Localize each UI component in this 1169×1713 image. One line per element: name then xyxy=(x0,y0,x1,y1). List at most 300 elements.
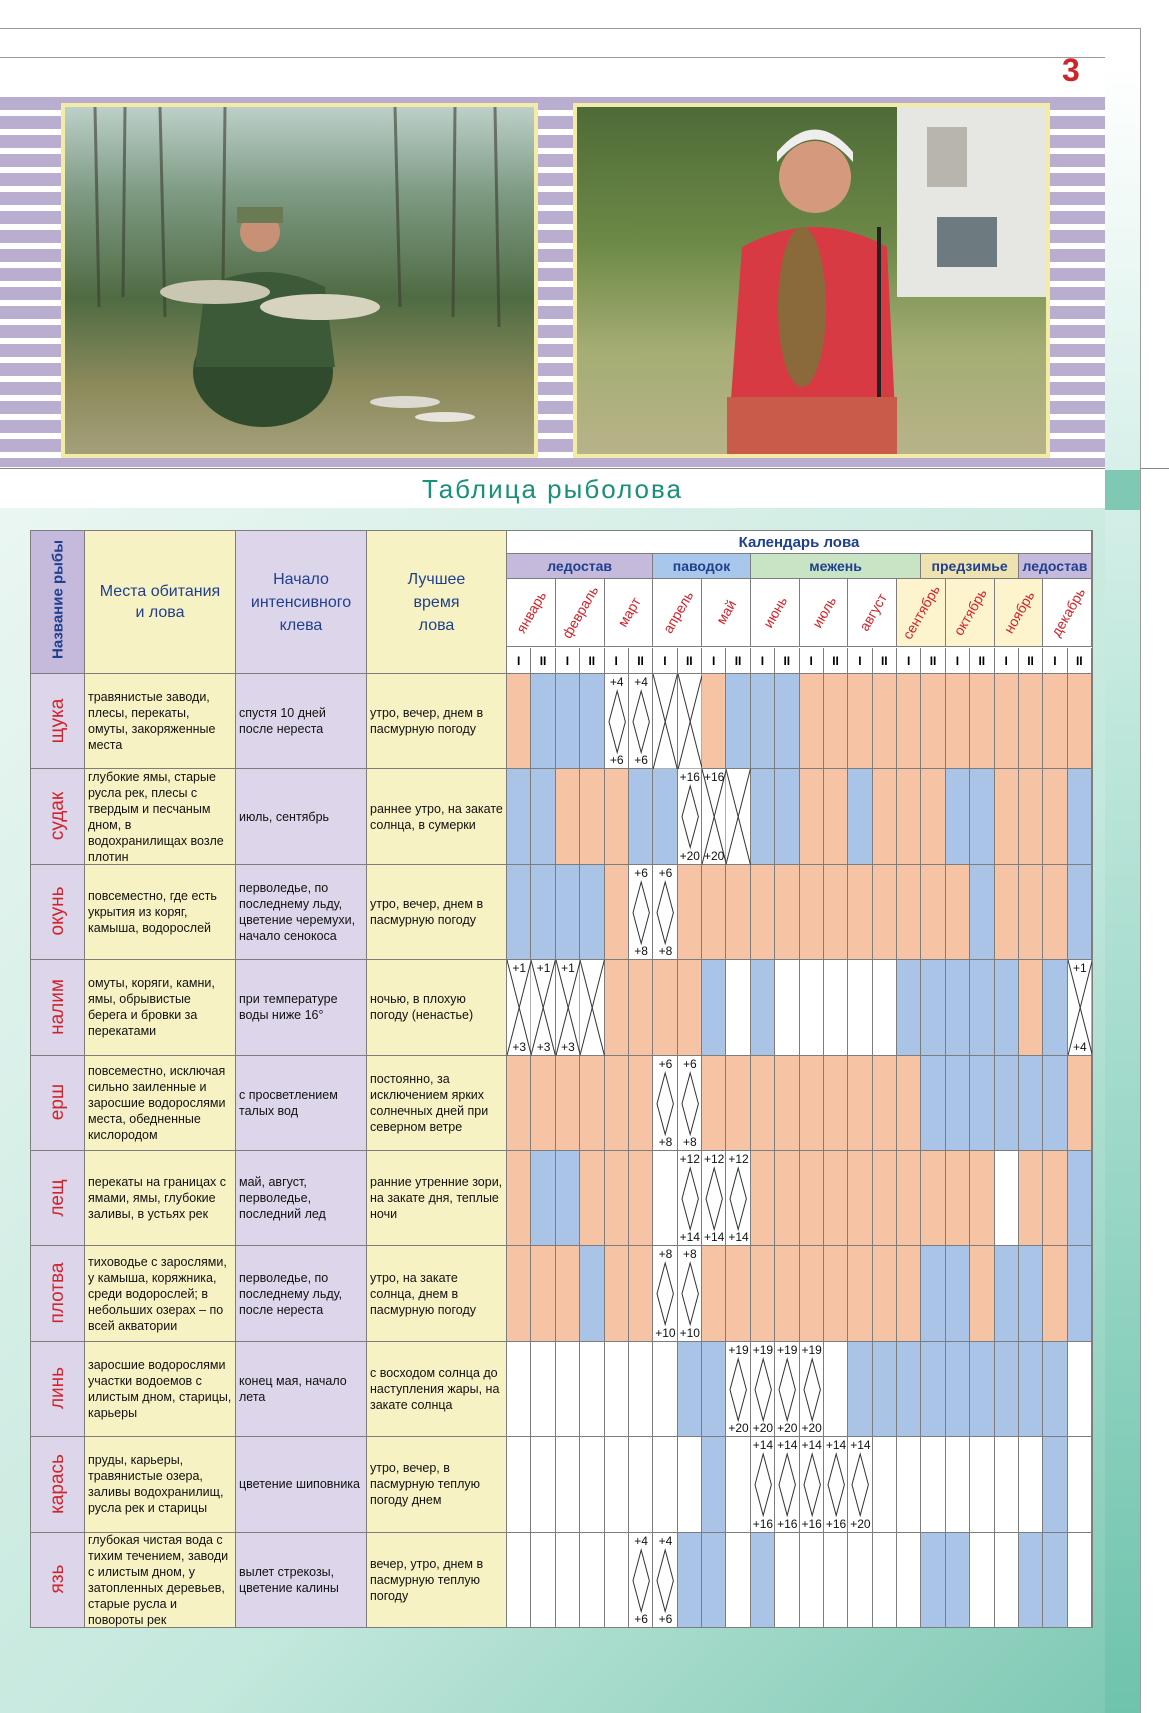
fish-name-cell xyxy=(31,1151,85,1246)
calendar-cell xyxy=(970,1151,994,1246)
calendar-cell xyxy=(921,1056,945,1151)
calendar-cell xyxy=(702,865,726,960)
mark-bottom-label: +20 xyxy=(679,848,700,863)
month-3 xyxy=(653,579,702,647)
calendar-cell xyxy=(580,769,604,864)
calendar-cell xyxy=(702,1533,726,1628)
fish-name-cell xyxy=(31,960,85,1055)
calendar-cell xyxy=(848,769,872,864)
calendar-cell xyxy=(946,769,970,864)
calendar-cell xyxy=(726,1246,750,1341)
header-fish-name xyxy=(31,531,85,674)
mark-bottom-label: +8 xyxy=(634,944,648,959)
mark-top-label: +6 xyxy=(634,865,648,880)
calendar-cell xyxy=(800,960,824,1055)
calendar-cell xyxy=(1019,1533,1043,1628)
habitat-cell: глубокая чистая вода с тихим течением, заводи с илистым дном, у затопленных деревьев, старые русла и повороты рек xyxy=(85,1533,236,1628)
calendar-cell xyxy=(921,674,945,769)
calendar-cell xyxy=(726,865,750,960)
half-10: I xyxy=(751,648,775,674)
mark-top-label: +16 xyxy=(704,770,725,785)
month-label-11: декабрь xyxy=(1047,584,1088,640)
calendar-cell xyxy=(873,674,897,769)
month-label-8: сентябрь xyxy=(899,582,944,642)
fish-name: карась xyxy=(47,1453,68,1514)
calendar-cell xyxy=(580,1437,604,1532)
calendar-cell xyxy=(897,1246,921,1341)
calendar-cell xyxy=(605,1437,629,1532)
calendar-cell xyxy=(531,1246,555,1341)
bite-start-cell: вылет стрекозы, цветение калины xyxy=(236,1533,367,1628)
calendar-cell xyxy=(629,1437,653,1532)
cross-mark xyxy=(653,674,677,769)
calendar-cell xyxy=(556,769,580,864)
calendar-cell xyxy=(629,1056,653,1151)
header-calendar: Календарь лова xyxy=(507,531,1092,554)
calendar-cell xyxy=(1043,960,1067,1055)
calendar-cell xyxy=(653,1342,677,1437)
calendar-cell xyxy=(605,1056,629,1151)
calendar-cell xyxy=(970,674,994,769)
fish-name-cell xyxy=(31,769,85,864)
calendar-cell xyxy=(1019,1437,1043,1532)
habitat-cell: глубокие ямы, старые русла рек, плесы с твердым и песчаным дном, в водохранилищах возле плотин xyxy=(85,769,236,864)
calendar-cell xyxy=(946,1151,970,1246)
calendar-cell xyxy=(873,1342,897,1437)
mark-bottom-label: +8 xyxy=(682,1135,697,1149)
calendar-cell xyxy=(824,960,848,1055)
calendar-cell xyxy=(800,1056,824,1151)
mark-top-label: +4 xyxy=(634,675,648,689)
calendar-cell xyxy=(873,1056,897,1151)
calendar-cell xyxy=(531,674,555,769)
calendar-cell xyxy=(775,865,799,960)
calendar-cell xyxy=(800,865,824,960)
calendar-cell xyxy=(556,1533,580,1628)
calendar-cell xyxy=(897,865,921,960)
calendar-cell xyxy=(800,769,824,864)
photo-fisherman-with-zander xyxy=(61,103,538,458)
calendar-cell xyxy=(702,1437,726,1532)
calendar-cell xyxy=(580,1533,604,1628)
calendar-cell xyxy=(629,1342,653,1437)
calendar-cell xyxy=(970,865,994,960)
calendar-cell xyxy=(1068,1437,1092,1532)
mark-bottom-label: +10 xyxy=(679,1325,700,1340)
half-17: II xyxy=(921,648,945,674)
calendar-cell xyxy=(556,1151,580,1246)
calendar-cell xyxy=(824,1056,848,1151)
mark-bottom-label: +16 xyxy=(801,1516,822,1531)
calendar-cell xyxy=(678,1342,702,1437)
calendar-cell xyxy=(507,1246,531,1341)
calendar-cell xyxy=(702,674,726,769)
bite-start-cell: конец мая, начало лета xyxy=(236,1342,367,1437)
calendar-cell xyxy=(848,1342,872,1437)
half-20: I xyxy=(995,648,1019,674)
calendar-cell xyxy=(531,1056,555,1151)
calendar-cell xyxy=(1068,1151,1092,1246)
mark-bottom-label: +6 xyxy=(634,1612,648,1626)
calendar-cell xyxy=(1068,674,1092,769)
bite-start-cell: июль, сентябрь xyxy=(236,769,367,864)
mark-bottom-label: +14 xyxy=(704,1230,725,1245)
season-2: межень xyxy=(751,554,922,579)
calendar-cell xyxy=(556,865,580,960)
calendar-cell xyxy=(848,674,872,769)
page-number: 3 xyxy=(1062,52,1080,88)
header-bite-start: Начало интенсивного клева xyxy=(236,531,367,674)
calendar-cell xyxy=(897,1437,921,1532)
calendar-cell xyxy=(897,769,921,864)
month-0 xyxy=(507,579,556,647)
calendar-cell xyxy=(507,674,531,769)
bite-start-cell: с просветлением талых вод xyxy=(236,1056,367,1151)
calendar-cell xyxy=(995,1533,1019,1628)
month-label-3: апрель xyxy=(659,588,697,636)
calendar-cell xyxy=(1043,1342,1067,1437)
calendar-cell xyxy=(605,1342,629,1437)
calendar-cell xyxy=(726,1437,750,1532)
season-0: ледостав xyxy=(507,554,653,579)
header-fish-name-label: Название рыбы xyxy=(49,539,67,659)
mark-bottom-label: +8 xyxy=(658,1135,673,1149)
calendar-cell xyxy=(1068,1056,1092,1151)
calendar-cell xyxy=(653,769,677,864)
calendar-cell xyxy=(800,1246,824,1341)
mark-bottom-label: +20 xyxy=(850,1516,871,1531)
calendar-cell xyxy=(1019,1246,1043,1341)
mark-bottom-label: +20 xyxy=(704,848,725,863)
calendar-cell xyxy=(848,1056,872,1151)
cross-mark xyxy=(580,960,604,1055)
month-label-10: ноябрь xyxy=(1000,588,1038,637)
fish-name-cell xyxy=(31,865,85,960)
calendar-cell xyxy=(605,960,629,1055)
mark-top-label: +6 xyxy=(682,1056,697,1071)
habitat-cell: травянистые заводи, плесы, перекаты, омуты, закоряженные места xyxy=(85,674,236,769)
calendar-cell xyxy=(1043,1246,1067,1341)
calendar-cell xyxy=(873,960,897,1055)
mark-top-label: +19 xyxy=(728,1342,749,1357)
fish-name: ерш xyxy=(47,1084,68,1121)
calendar-cell xyxy=(921,1342,945,1437)
calendar-cell xyxy=(800,1533,824,1628)
calendar-cell xyxy=(946,960,970,1055)
month-label-7: август xyxy=(855,590,890,634)
cross-mark xyxy=(678,674,702,769)
month-2 xyxy=(605,579,654,647)
calendar-cell xyxy=(726,1533,750,1628)
photo-woman-with-carp xyxy=(573,103,1050,458)
calendar-cell xyxy=(1043,1437,1067,1532)
calendar-cell xyxy=(1068,1533,1092,1628)
calendar-cell xyxy=(580,1342,604,1437)
habitat-cell: пруды, карьеры, травянистые озера, заливы водохранилищ, русла рек и старицы xyxy=(85,1437,236,1532)
month-5 xyxy=(751,579,800,647)
calendar-cell xyxy=(580,865,604,960)
fish-name-cell xyxy=(31,1437,85,1532)
half-22: I xyxy=(1043,648,1067,674)
calendar-cell xyxy=(507,865,531,960)
calendar-cell xyxy=(1043,674,1067,769)
header-habitat: Места обитания и лова xyxy=(85,531,236,674)
calendar-cell xyxy=(873,865,897,960)
calendar-cell xyxy=(848,960,872,1055)
mark-top-label: +1 xyxy=(1072,961,1087,976)
calendar-cell xyxy=(751,865,775,960)
bite-start-cell: перволедье, по последнему льду, после нереста xyxy=(236,1246,367,1341)
best-time-cell: раннее утро, на закате солнца, в сумерки xyxy=(367,769,507,864)
month-8 xyxy=(897,579,946,647)
calendar-cell xyxy=(824,674,848,769)
calendar-cell xyxy=(678,865,702,960)
month-10 xyxy=(995,579,1044,647)
calendar-cell xyxy=(556,1342,580,1437)
best-time-cell: с восходом солнца до наступления жары, на закате солнца xyxy=(367,1342,507,1437)
calendar-cell xyxy=(1043,1056,1067,1151)
calendar-cell xyxy=(702,960,726,1055)
calendar-cell xyxy=(970,769,994,864)
calendar-cell xyxy=(970,1056,994,1151)
mark-top-label: +6 xyxy=(658,1056,673,1071)
calendar-cell xyxy=(824,865,848,960)
calendar-cell xyxy=(678,1533,702,1628)
mark-top-label: +4 xyxy=(609,675,624,689)
season-4: ледостав xyxy=(1019,554,1092,579)
calendar-cell xyxy=(775,960,799,1055)
calendar-cell xyxy=(995,674,1019,769)
habitat-cell: повсеместно, исключая сильно заиленные и заросшие водорослями места, обедненные кислородом xyxy=(85,1056,236,1151)
month-label-2: март xyxy=(614,594,644,630)
calendar-cell xyxy=(897,1056,921,1151)
calendar-cell xyxy=(1068,865,1092,960)
half-19: II xyxy=(970,648,994,674)
calendar-cell xyxy=(970,1533,994,1628)
calendar-cell xyxy=(848,1151,872,1246)
mark-top-label: +19 xyxy=(752,1342,774,1357)
half-13: II xyxy=(824,648,848,674)
habitat-cell: тиховодье с зарослями, у камыша, коряжника, среди водорослей; в небольших озерах – по всей акватории xyxy=(85,1246,236,1341)
calendar-cell xyxy=(556,674,580,769)
calendar-cell xyxy=(1043,1533,1067,1628)
calendar-cell xyxy=(946,1246,970,1341)
calendar-cell xyxy=(824,769,848,864)
calendar-cell xyxy=(629,769,653,864)
calendar-cell xyxy=(1019,1056,1043,1151)
half-14: I xyxy=(848,648,872,674)
month-1 xyxy=(556,579,605,647)
calendar-cell xyxy=(946,674,970,769)
mark-top-label: +4 xyxy=(634,1533,648,1548)
habitat-cell: заросшие водорослями участки водоемов с илистым дном, старицы, карьеры xyxy=(85,1342,236,1437)
calendar-cell xyxy=(702,1056,726,1151)
calendar-cell xyxy=(775,1246,799,1341)
calendar-cell xyxy=(970,1246,994,1341)
mark-top-label: +8 xyxy=(682,1247,697,1262)
mark-bottom-label: +3 xyxy=(512,1039,527,1054)
month-label-4: май xyxy=(713,597,740,627)
calendar-cell xyxy=(897,1342,921,1437)
best-time-cell: утро, вечер, днем в пасмурную погоду xyxy=(367,674,507,769)
fish-name: окунь xyxy=(47,887,68,936)
calendar-cell xyxy=(995,1151,1019,1246)
calendar-cell xyxy=(921,769,945,864)
mark-top-label: +19 xyxy=(801,1342,822,1357)
calendar-cell xyxy=(995,769,1019,864)
half-7: II xyxy=(678,648,702,674)
half-1: II xyxy=(531,648,555,674)
bite-start-cell: перволедье, по последнему льду, цветение черемухи, начало сенокоса xyxy=(236,865,367,960)
calendar-cell xyxy=(775,1151,799,1246)
calendar-cell xyxy=(946,1342,970,1437)
mark-top-label: +16 xyxy=(679,770,700,785)
cross-mark xyxy=(726,769,750,864)
mark-top-label: +12 xyxy=(704,1152,725,1166)
best-time-cell: вечер, утро, днем в пасмурную теплую погоду xyxy=(367,1533,507,1628)
mark-bottom-label: +6 xyxy=(634,753,648,768)
calendar-cell xyxy=(507,1437,531,1532)
calendar-cell xyxy=(556,1056,580,1151)
calendar-cell xyxy=(873,769,897,864)
mark-bottom-label: +20 xyxy=(752,1421,774,1436)
best-time-cell: утро, вечер, в пасмурную теплую погоду днем xyxy=(367,1437,507,1532)
bite-start-cell: спустя 10 дней после нереста xyxy=(236,674,367,769)
calendar-cell xyxy=(605,1246,629,1341)
calendar-cell xyxy=(605,769,629,864)
mark-bottom-label: +6 xyxy=(609,753,624,768)
calendar-cell xyxy=(507,1056,531,1151)
fishing-table xyxy=(30,530,1093,1628)
calendar-cell xyxy=(921,1437,945,1532)
calendar-cell xyxy=(605,865,629,960)
half-12: I xyxy=(800,648,824,674)
calendar-cell xyxy=(995,1437,1019,1532)
calendar-cell xyxy=(556,1437,580,1532)
fish-name: судак xyxy=(47,791,68,841)
half-18: I xyxy=(946,648,970,674)
fish-name: плотва xyxy=(47,1262,68,1324)
calendar-cell xyxy=(995,960,1019,1055)
mark-top-label: +14 xyxy=(825,1438,847,1453)
calendar-cell xyxy=(848,1533,872,1628)
mark-top-label: +4 xyxy=(658,1533,673,1548)
season-1: паводок xyxy=(653,554,751,579)
best-time-cell: постоянно, за исключением ярких солнечных дней при северном ветре xyxy=(367,1056,507,1151)
calendar-cell xyxy=(726,960,750,1055)
bite-start-cell: май, август, перволедье, последний лед xyxy=(236,1151,367,1246)
calendar-cell xyxy=(629,960,653,1055)
calendar-cell xyxy=(580,674,604,769)
calendar-cell xyxy=(995,1056,1019,1151)
calendar-cell xyxy=(702,1246,726,1341)
calendar-cell xyxy=(824,1533,848,1628)
mark-bottom-label: +20 xyxy=(777,1421,798,1436)
fish-name-cell xyxy=(31,1056,85,1151)
calendar-cell xyxy=(897,960,921,1055)
calendar-cell xyxy=(775,1533,799,1628)
mark-bottom-label: +20 xyxy=(801,1421,822,1436)
mark-bottom-label: +20 xyxy=(728,1421,749,1436)
calendar-cell xyxy=(751,769,775,864)
mark-bottom-label: +3 xyxy=(536,1039,551,1054)
month-9 xyxy=(946,579,995,647)
calendar-cell xyxy=(726,674,750,769)
calendar-cell xyxy=(1019,674,1043,769)
calendar-cell xyxy=(653,1151,677,1246)
mark-top-label: +14 xyxy=(777,1438,798,1453)
calendar-cell xyxy=(751,960,775,1055)
half-0: I xyxy=(507,648,531,674)
month-7 xyxy=(848,579,897,647)
page-title: Таблица рыболова xyxy=(422,474,683,504)
calendar-cell xyxy=(580,1246,604,1341)
month-label-5: июнь xyxy=(759,593,791,631)
fish-name-cell xyxy=(31,1342,85,1437)
frame-line-top xyxy=(0,28,1140,29)
calendar-cell xyxy=(751,1246,775,1341)
calendar-cell xyxy=(531,1437,555,1532)
calendar-cell xyxy=(580,1151,604,1246)
calendar-cell xyxy=(1019,1342,1043,1437)
mark-bottom-label: +14 xyxy=(728,1230,749,1245)
half-16: I xyxy=(897,648,921,674)
calendar-cell xyxy=(751,674,775,769)
header-best-time: Лучшее время лова xyxy=(367,531,507,674)
frame-line-right xyxy=(1140,28,1141,1713)
calendar-cell xyxy=(897,1533,921,1628)
half-23: II xyxy=(1068,648,1092,674)
habitat-cell: повсеместно, где есть укрытия из коряг, камыша, водорослей xyxy=(85,865,236,960)
calendar-cell xyxy=(531,1151,555,1246)
calendar-cell xyxy=(921,1533,945,1628)
calendar-cell xyxy=(970,1342,994,1437)
half-11: II xyxy=(775,648,799,674)
calendar-cell xyxy=(897,1151,921,1246)
calendar-cell xyxy=(995,1342,1019,1437)
mark-bottom-label: +16 xyxy=(752,1516,774,1531)
mark-top-label: +6 xyxy=(658,865,673,880)
month-6 xyxy=(800,579,849,647)
fish-name: язь xyxy=(47,1564,68,1594)
calendar-cell xyxy=(1043,769,1067,864)
calendar-cell xyxy=(653,1437,677,1532)
calendar-cell xyxy=(1019,769,1043,864)
calendar-cell xyxy=(946,1437,970,1532)
calendar-cell xyxy=(1043,1151,1067,1246)
calendar-cell xyxy=(507,1533,531,1628)
mark-bottom-label: +16 xyxy=(777,1516,798,1531)
green-side-panel xyxy=(1105,58,1140,1713)
calendar-cell xyxy=(605,1151,629,1246)
mark-top-label: +1 xyxy=(561,961,575,976)
half-2: I xyxy=(556,648,580,674)
mark-bottom-label: +8 xyxy=(658,944,673,959)
calendar-cell xyxy=(824,1342,848,1437)
calendar-cell xyxy=(921,865,945,960)
calendar-cell xyxy=(507,769,531,864)
mark-top-label: +12 xyxy=(679,1152,700,1166)
month-label-1: февраль xyxy=(558,582,602,642)
month-4 xyxy=(702,579,751,647)
calendar-cell xyxy=(1068,769,1092,864)
calendar-cell xyxy=(1068,1246,1092,1341)
calendar-cell xyxy=(873,1246,897,1341)
calendar-cell xyxy=(531,769,555,864)
calendar-cell xyxy=(629,1151,653,1246)
mark-top-label: +14 xyxy=(850,1438,871,1453)
mark-bottom-label: +14 xyxy=(679,1230,700,1245)
